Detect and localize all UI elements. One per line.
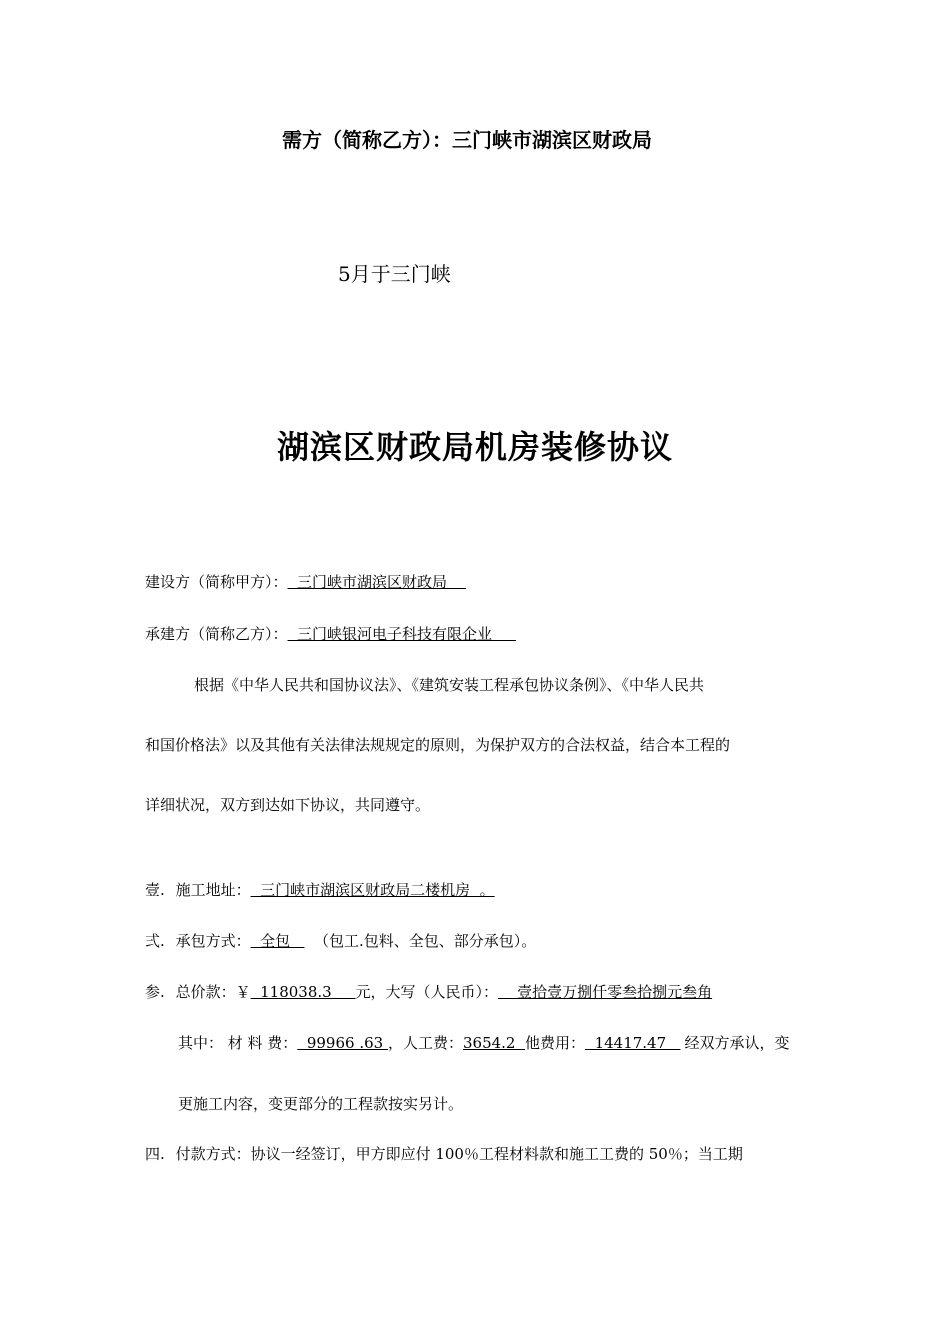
total-amount-words: 壹拾壹万捌仟零叁拾捌元叁角	[498, 983, 713, 1001]
material-fee: 99966 .63	[297, 1034, 388, 1052]
cover-date-place: 5月于三门峡	[338, 262, 451, 286]
clause-4	[145, 1143, 743, 1164]
document-title: 湖滨区财政局机房装修协议	[276, 428, 673, 466]
clause-4-number: 四.	[145, 1145, 165, 1163]
other-fee: 14417.47	[585, 1034, 681, 1052]
preamble-line-3: 详细状况，双方到达如下协议，共同遵守。	[145, 796, 431, 814]
clause-3-number: 参.	[145, 983, 165, 1001]
party-a-line	[145, 571, 466, 592]
preamble-line-2: 和国价格法》以及其他有关法律法规规定的原则，为保护双方的合法权益，结合本工程的	[145, 736, 731, 754]
clause-1-label: 施工地址：	[175, 881, 251, 899]
total-amount: 118038.3	[250, 983, 356, 1001]
clause-2-number: 弍.	[145, 932, 165, 950]
party-a-label: 建设方（简称甲方）：	[145, 573, 288, 591]
party-b-label: 承建方（简称乙方）：	[145, 625, 288, 643]
clause-1-value: 三门峡市湖滨区财政局二楼机房 。	[250, 881, 495, 899]
detail-tail: 经双方承认，变	[684, 1034, 790, 1052]
detail-prefix: 其中： 材 料 费：	[178, 1034, 298, 1052]
clause-4-text: 付款方式：协议一经签订，甲方即应付 100％工程材料款和施工工费的 50％；当工期	[175, 1145, 743, 1163]
other-label: 他费用：	[525, 1034, 586, 1052]
labor-label: ，人工费：	[387, 1034, 463, 1052]
clause-2-label: 承包方式：	[175, 932, 251, 950]
clause-1	[145, 879, 495, 900]
clause-2-value: 全包	[250, 932, 305, 950]
clause-2	[145, 930, 536, 951]
cover-party-b: 需方（简称乙方）：三门峡市湖滨区财政局	[282, 128, 652, 152]
party-b-value: 三门峡银河电子科技有限企业	[287, 625, 516, 643]
clause-2-note: （包工.包料、全包、部分承包）。	[304, 932, 537, 950]
clause-3-detail-cont: 更施工内容，变更部分的工程款按实另计。	[178, 1095, 464, 1113]
clause-3-detail	[178, 1032, 789, 1053]
clause-3-label: 总价款：￥	[175, 983, 251, 1001]
labor-fee: 3654.2	[462, 1034, 526, 1052]
clause-1-number: 壹.	[145, 881, 165, 899]
preamble-line-1: 根据《中华人民共和国协议法》、《建筑安装工程承包协议条例》、《中华人民共	[194, 676, 705, 694]
party-b-line	[145, 623, 516, 644]
clause-3	[145, 981, 712, 1002]
party-a-value: 三门峡市湖滨区财政局	[287, 573, 467, 591]
clause-3-mid: 元，大写（人民币）：	[355, 983, 499, 1001]
